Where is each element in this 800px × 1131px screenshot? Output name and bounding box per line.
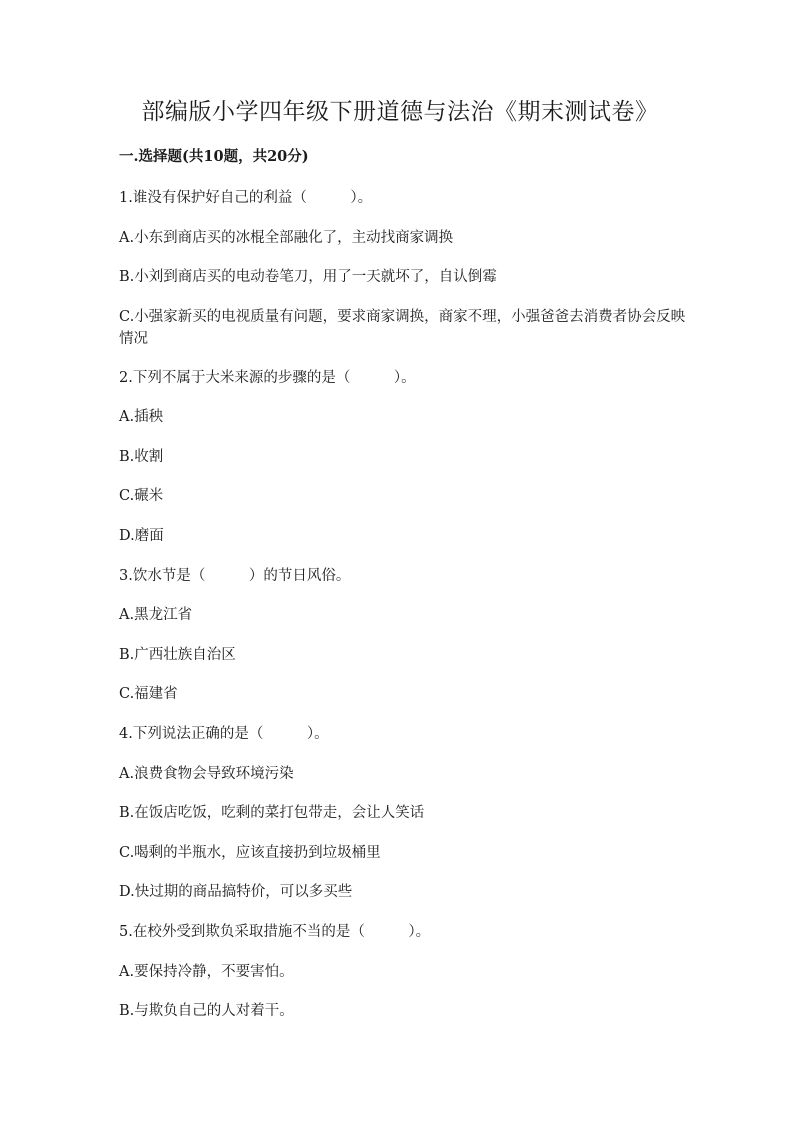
question-option: B.广西壮族自治区: [119, 647, 236, 663]
question-option: A.黑龙江省: [119, 607, 193, 623]
question-stem: 3.饮水节是（ ）的节日风俗。: [119, 568, 351, 584]
question-option: B.小刘到商店买的电动卷笔刀，用了一天就坏了，自认倒霉: [119, 269, 497, 285]
question-option: A.要保持冷静，不要害怕。: [119, 964, 294, 980]
question-option: B.与欺负自己的人对着干。: [119, 1003, 294, 1019]
question-option: D.快过期的商品搞特价，可以多买些: [119, 884, 353, 900]
question-stem: 5.在校外受到欺负采取措施不当的是（ ）。: [119, 924, 431, 940]
question-option: C.喝剩的半瓶水，应该直接扔到垃圾桶里: [119, 845, 381, 861]
question-stem: 2.下列不属于大米来源的步骤的是（ ）。: [119, 370, 416, 386]
question-stem: 4.下列说法正确的是（ ）。: [119, 726, 329, 742]
question-option: A.小东到商店买的冰棍全部融化了，主动找商家调换: [119, 230, 454, 246]
question-option: C.碾米: [119, 488, 164, 504]
question-option: C.小强家新买的电视质量有问题，要求商家调换，商家不理，小强爸爸去消费者协会反映情况: [119, 309, 686, 347]
question-option: B.收割: [119, 449, 164, 465]
question-option: A.浪费食物会导致环境污染: [119, 766, 294, 782]
section-heading: 一.选择题(共10题，共20分): [119, 148, 309, 165]
question-option: D.磨面: [119, 528, 164, 544]
question-stem: 1.谁没有保护好自己的利益（ ）。: [119, 190, 373, 206]
question-option: A.插秧: [119, 409, 164, 425]
page-title: 部编版小学四年级下册道德与法治《期末测试卷》: [141, 99, 659, 125]
question-option: B.在饭店吃饭，吃剩的菜打包带走，会让人笑话: [119, 805, 425, 821]
question-option: C.福建省: [119, 686, 178, 702]
